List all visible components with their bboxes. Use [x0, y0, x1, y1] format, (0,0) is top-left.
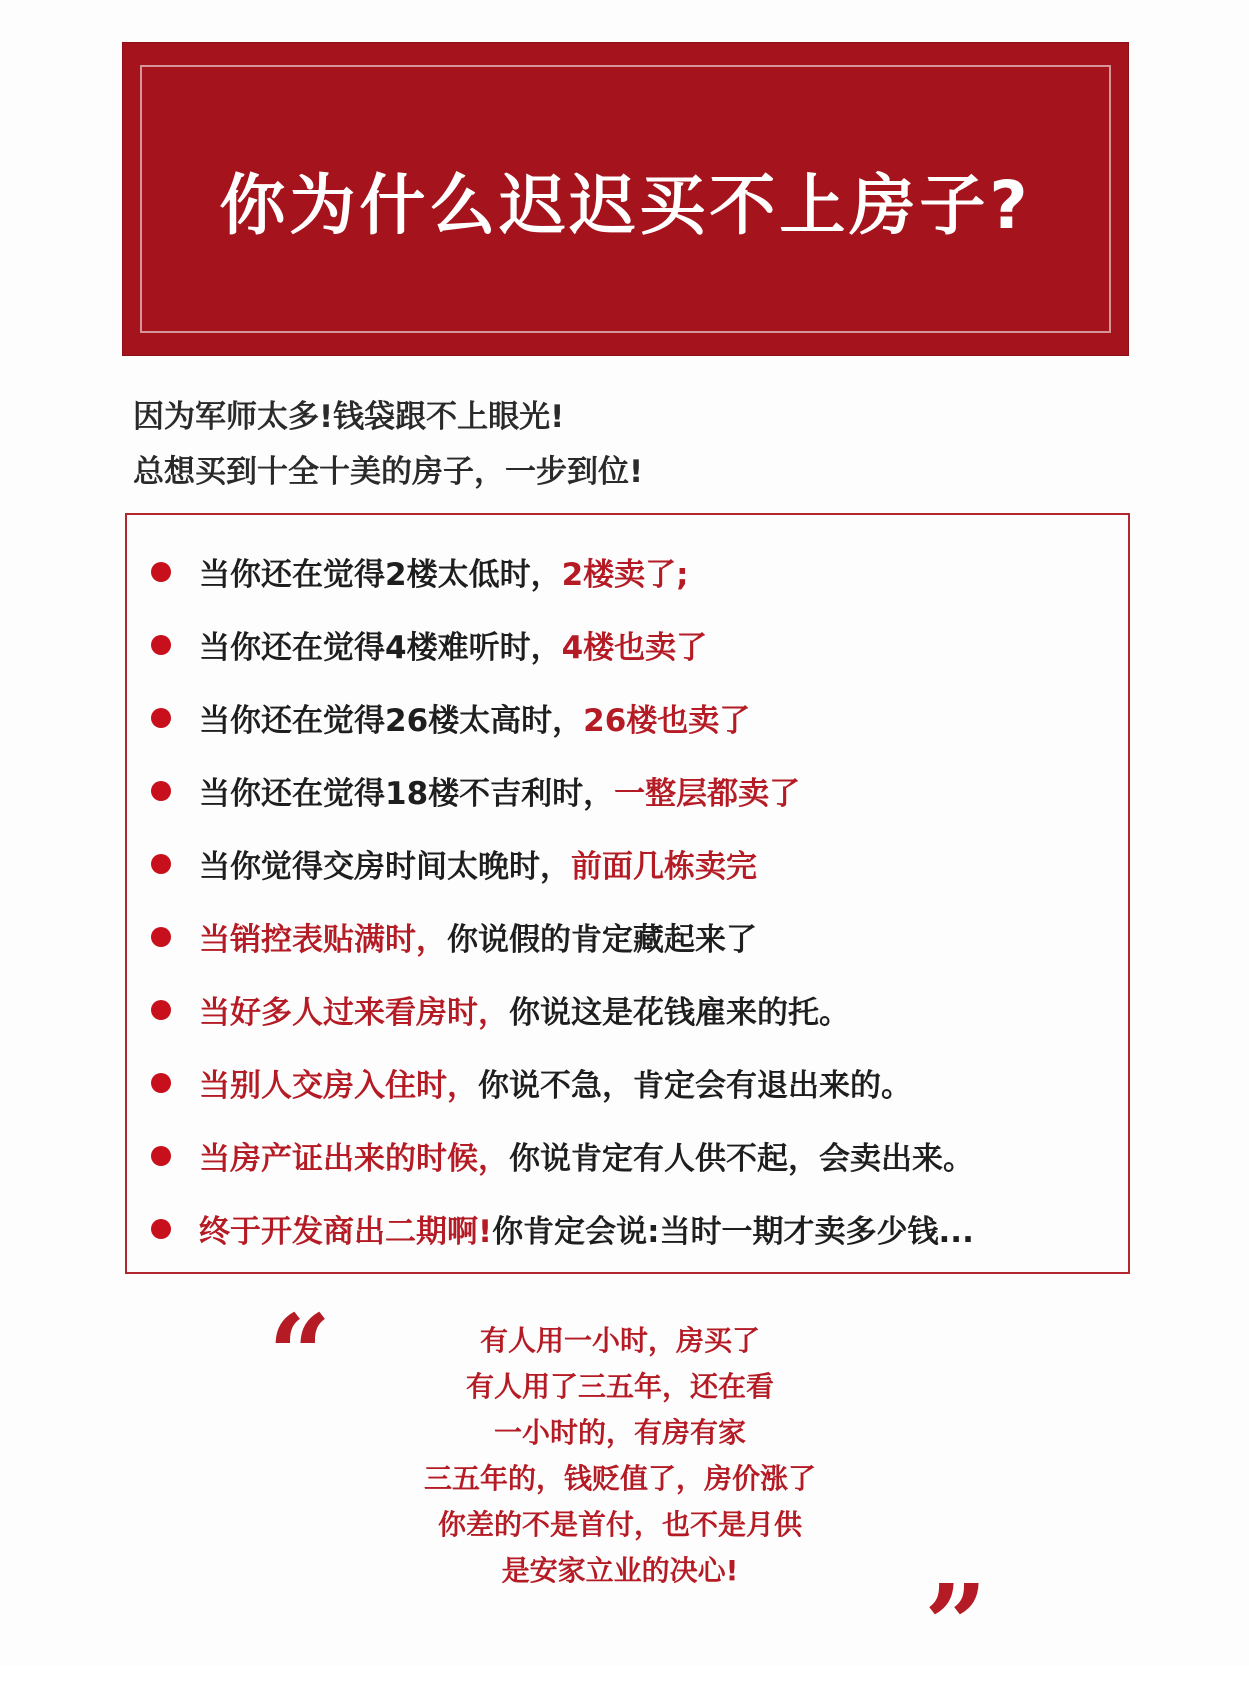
- intro-text: [133, 390, 1123, 500]
- list-item-dark-text: 当你还在觉得18楼不吉利时，: [199, 776, 615, 812]
- quote-line: 有人用一小时，房买了: [479, 1324, 760, 1357]
- list-item-dark-text: 你说这是花钱雇来的托。: [509, 995, 850, 1031]
- list-item-red-text: 当别人交房入住时，: [199, 1068, 478, 1104]
- bullet-dot-icon: [151, 854, 171, 874]
- quote-block: [330, 1318, 910, 1594]
- list-item: [127, 973, 1128, 1046]
- list-item-red-text: 2楼卖了;: [561, 557, 689, 593]
- list-item-red-text: 当好多人过来看房时，: [199, 995, 509, 1031]
- quote-line: 你差的不是首付，也不是月供: [437, 1508, 802, 1541]
- list-item-dark-text: 你说假的肯定藏起来了: [447, 922, 757, 958]
- bullet-list-box: [125, 513, 1130, 1274]
- title-banner-frame: [140, 65, 1111, 333]
- list-item: [127, 535, 1128, 608]
- list-item-dark-text: 当你还在觉得4楼难听时，: [199, 630, 562, 666]
- quote-line: 一小时的，有房有家: [493, 1416, 746, 1449]
- page-title: 你为什么迟迟买不上房子?: [219, 166, 1032, 244]
- list-item-red-text: 当房产证出来的时候，: [199, 1141, 509, 1177]
- bullet-dot-icon: [151, 927, 171, 947]
- bullet-dot-icon: [151, 1000, 171, 1020]
- list-item: [127, 754, 1128, 827]
- list-item-dark-text: 你肯定会说:当时一期才卖多少钱...: [492, 1214, 974, 1250]
- list-item: [127, 900, 1128, 973]
- title-banner: [123, 43, 1128, 355]
- list-item: [127, 1046, 1128, 1119]
- bullet-dot-icon: [151, 1146, 171, 1166]
- bullet-dot-icon: [151, 1073, 171, 1093]
- list-item-red-text: 一整层都卖了: [614, 776, 801, 812]
- intro-line-2: 总想买到十全十美的房子，一步到位!: [133, 454, 644, 490]
- list-item-red-text: 26楼也卖了: [583, 703, 751, 739]
- list-item: [127, 681, 1128, 754]
- list-item: [127, 1119, 1128, 1192]
- close-quote-icon: ”: [924, 1560, 988, 1689]
- bullet-dot-icon: [151, 781, 171, 801]
- list-item-red-text: 4楼也卖了: [561, 630, 708, 666]
- list-item-red-text: 前面几栋卖完: [571, 849, 757, 885]
- quote-line: 是安家立业的决心!: [501, 1554, 739, 1587]
- bullet-dot-icon: [151, 1219, 171, 1239]
- list-item-red-text: 终于开发商出二期啊!: [199, 1214, 493, 1250]
- quote-line: 三五年的，钱贬值了，房价涨了: [423, 1462, 816, 1495]
- bullet-dot-icon: [151, 562, 171, 582]
- quote-line: 有人用了三五年，还在看: [465, 1370, 774, 1403]
- bullet-dot-icon: [151, 635, 171, 655]
- bullet-dot-icon: [151, 708, 171, 728]
- list-item-red-text: 当销控表贴满时，: [199, 922, 447, 958]
- list-item-dark-text: 当你觉得交房时间太晚时，: [199, 849, 571, 885]
- list-item: [127, 1192, 1128, 1265]
- list-item: [127, 608, 1128, 681]
- list-item-dark-text: 你说肯定有人供不起，会卖出来。: [509, 1141, 974, 1177]
- list-item-dark-text: 你说不急，肯定会有退出来的。: [478, 1068, 912, 1104]
- list-item: [127, 827, 1128, 900]
- open-quote-icon: “: [268, 1290, 332, 1419]
- list-item-dark-text: 当你还在觉得2楼太低时，: [199, 557, 562, 593]
- list-item-dark-text: 当你还在觉得26楼太高时，: [199, 703, 584, 739]
- intro-line-1: 因为军师太多!钱袋跟不上眼光!: [133, 399, 565, 435]
